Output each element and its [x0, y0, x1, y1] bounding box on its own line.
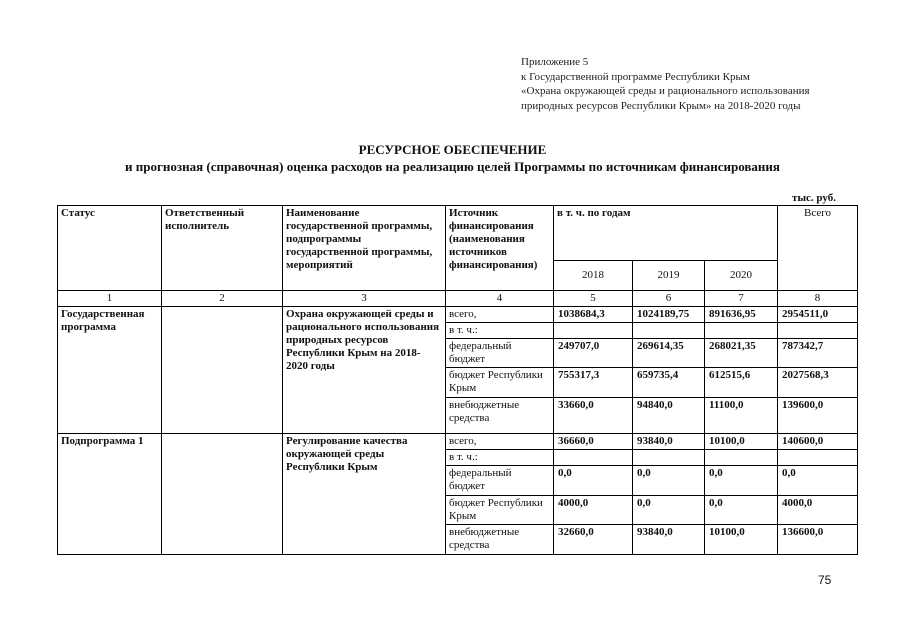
source-cell: внебюджетные средства: [446, 525, 554, 555]
value-2020: 10100,0: [705, 434, 778, 450]
table-row: [58, 434, 858, 450]
value-2020: 0,0: [705, 466, 778, 496]
header-total: Всего: [778, 206, 858, 291]
column-number: 5: [554, 291, 633, 307]
value-2020: [705, 450, 778, 466]
column-number: 8: [778, 291, 858, 307]
value-2018: 0,0: [554, 466, 633, 496]
value-2019: 269614,35: [633, 339, 705, 368]
resource-table: [57, 205, 858, 555]
value-2018: [554, 450, 633, 466]
source-cell: федеральный бюджет: [446, 466, 554, 496]
program-name-cell: Охрана окружающей среды и рационального использования природных ресурсов Республики Крым на 2018-2020 годы: [283, 307, 446, 434]
source-cell: в т. ч.:: [446, 323, 554, 339]
header-row: [58, 206, 858, 261]
document-title-sub: и прогнозная (справочная) оценка расходов на реализацию целей Программы по источникам финансирования: [125, 159, 780, 174]
page-number: 75: [818, 573, 832, 587]
value-total: 2027568,3: [778, 368, 858, 398]
value-2019: [633, 450, 705, 466]
source-cell: в т. ч.:: [446, 450, 554, 466]
value-2020: [705, 323, 778, 339]
status-cell: Государственная программа: [58, 307, 162, 434]
value-2018: 755317,3: [554, 368, 633, 398]
value-total: 136600,0: [778, 525, 858, 555]
header-executor: Ответственный исполнитель: [162, 206, 283, 291]
appendix-note: [521, 55, 810, 113]
program-name-cell: Регулирование качества окружающей среды Республики Крым: [283, 434, 446, 555]
value-2019: 94840,0: [633, 398, 705, 434]
table-row: [58, 307, 858, 323]
value-2020: 10100,0: [705, 525, 778, 555]
source-cell: бюджет Республики Крым: [446, 496, 554, 525]
column-number: 7: [705, 291, 778, 307]
header-year-2018: 2018: [554, 261, 633, 291]
header-year-2020: 2020: [705, 261, 778, 291]
value-2018: 4000,0: [554, 496, 633, 525]
value-2019: 93840,0: [633, 525, 705, 555]
source-cell: внебюджетные средства: [446, 398, 554, 434]
column-number: 4: [446, 291, 554, 307]
value-total: 0,0: [778, 466, 858, 496]
header-status: Статус: [58, 206, 162, 291]
value-total: [778, 450, 858, 466]
header-source: Источник финансирования (наименования источников финансирования): [446, 206, 554, 291]
header-name: Наименование государственной программы, подпрограммы государственной программы, мероприятий: [283, 206, 446, 291]
document-title: [0, 141, 905, 175]
appendix-line: к Государственной программе Республики Крым: [521, 70, 750, 83]
source-cell: федеральный бюджет: [446, 339, 554, 368]
source-cell: бюджет Республики Крым: [446, 368, 554, 398]
value-2019: 659735,4: [633, 368, 705, 398]
value-2018: 33660,0: [554, 398, 633, 434]
appendix-line: природных ресурсов Республики Крым» на 2018-2020 годы: [521, 99, 801, 112]
value-total: 4000,0: [778, 496, 858, 525]
value-2018: 32660,0: [554, 525, 633, 555]
document-title-main: РЕСУРСНОЕ ОБЕСПЕЧЕНИЕ: [358, 142, 547, 157]
value-total: [778, 323, 858, 339]
column-number-row: [58, 291, 858, 307]
value-2020: 612515,6: [705, 368, 778, 398]
value-2018: 249707,0: [554, 339, 633, 368]
value-2018: [554, 323, 633, 339]
value-total: 787342,7: [778, 339, 858, 368]
value-total: 139600,0: [778, 398, 858, 434]
header-year-2019: 2019: [633, 261, 705, 291]
column-number: 2: [162, 291, 283, 307]
column-number: 3: [283, 291, 446, 307]
executor-cell: [162, 434, 283, 555]
value-2018: 1038684,3: [554, 307, 633, 323]
value-2019: 0,0: [633, 496, 705, 525]
value-total: 140600,0: [778, 434, 858, 450]
status-cell: Подпрограмма 1: [58, 434, 162, 555]
units-label: тыс. руб.: [792, 192, 836, 204]
value-2020: 891636,95: [705, 307, 778, 323]
appendix-line: Приложение 5: [521, 56, 589, 68]
value-2019: 1024189,75: [633, 307, 705, 323]
value-2019: 0,0: [633, 466, 705, 496]
value-total: 2954511,0: [778, 307, 858, 323]
value-2020: 268021,35: [705, 339, 778, 368]
source-cell: всего,: [446, 307, 554, 323]
value-2019: [633, 323, 705, 339]
appendix-line: «Охрана окружающей среды и рационального использования: [521, 85, 810, 97]
header-years-group: в т. ч. по годам: [554, 206, 778, 261]
column-number: 6: [633, 291, 705, 307]
value-2020: 0,0: [705, 496, 778, 525]
value-2019: 93840,0: [633, 434, 705, 450]
column-number: 1: [58, 291, 162, 307]
executor-cell: [162, 307, 283, 434]
source-cell: всего,: [446, 434, 554, 450]
value-2020: 11100,0: [705, 398, 778, 434]
value-2018: 36660,0: [554, 434, 633, 450]
